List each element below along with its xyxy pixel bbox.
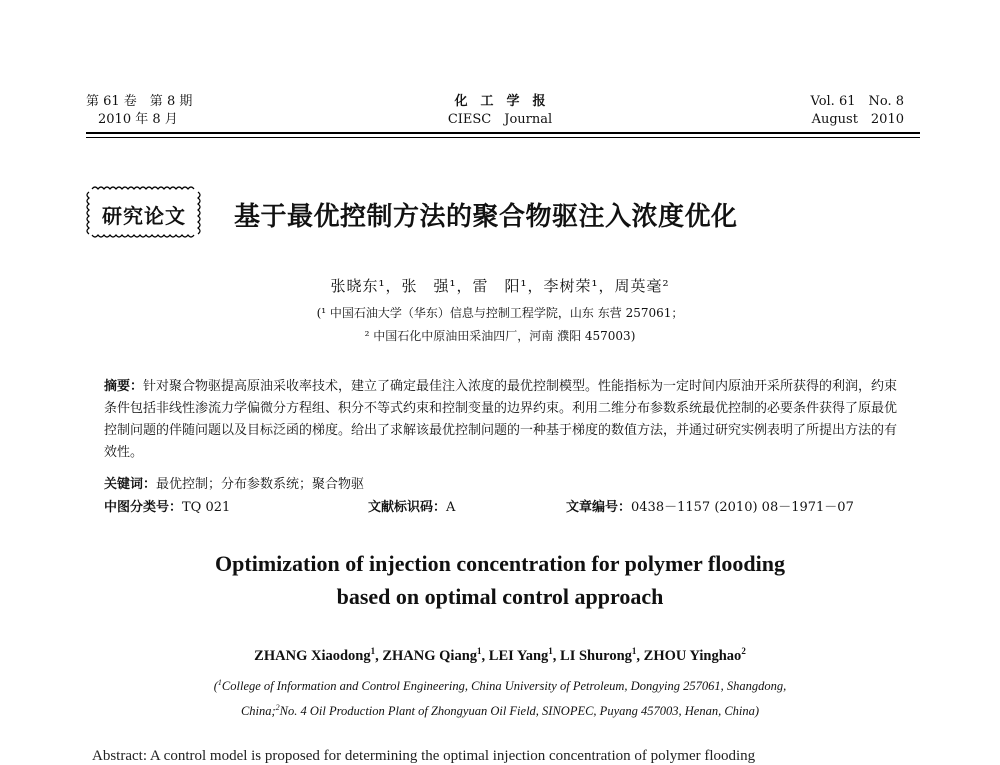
abstract-en-partial: Abstract: A control model is proposed for determining the optimal injection concentration of polymer flooding [92,748,756,764]
keywords-label: 关键词： [104,477,157,492]
authors-en: ZHANG Xiaodong$^1$, ZHANG Qiang$^1$, LEI Yang$^1$, LI Shurong$^1$, ZHOU Yinghao$^2$ [254,646,746,664]
author-en: ZHANG Xiaodong [254,647,371,664]
publication-date-cn: 2010 年 8 月 [98,112,178,127]
article-number-value: 0438－1157 (2010) 08－1971－07 [631,500,854,515]
affiliation-cn-1: (¹ 中国石油大学（华东）信息与控制工程学院，山东 东营 257061； [316,306,684,320]
publication-date-en: August 2010 [811,112,904,127]
author-en: ZHOU Yinghao [643,647,742,664]
aff-en-cont: China; [240,704,276,719]
doc-code-value: A [446,500,456,515]
affiliation-en-2 [0,703,1000,719]
volume-issue-en: Vol. 61 No. 8 [810,94,904,109]
title-cn: 基于最优控制方法的聚合物驱注入浓度优化 [234,202,738,232]
title-en-line1: Optimization of injection concentration for polymer flooding [215,551,785,576]
affiliation-cn-2: ² 中国石化中原油田采油四厂，河南 濮阳 457003) [364,329,636,343]
clc-value: TQ 021 [182,500,231,515]
author-en: LI Shurong [560,647,632,664]
author-aff-mark: 1 [370,646,376,656]
badge-label: 研究论文 [102,204,186,228]
journal-name-cn: 化 工 学 报 [454,94,546,109]
research-article-badge [84,183,204,241]
volume-issue: 第 61 卷 第 8 期 [86,94,193,109]
author-aff-mark: 1 [631,646,637,656]
aff-en-text: No. 4 Oil Production Plant of Zhongyuan Oil Field, SINOPEC, Puyang 457003, Henan, China) [279,704,760,719]
keywords-text: 最优控制；分布参数系统；聚合物驱 [156,477,365,492]
clc-label: 中图分类号： [104,500,183,515]
header-rule-thick [86,132,920,134]
article-number [566,496,854,515]
aff-en-text: College of Information and Control Engineering, China University of Petroleum, Dongying 257061, Shangdong, [221,679,787,694]
affiliation-en-1: ($^1$College of Information and Control Engineering, China University of Petroleum, Dongying 257061, Shangdong, [213,678,787,694]
author-en: ZHANG Qiang [382,647,478,664]
aff-en-mark: 1 [217,678,222,687]
abstract-cn [104,376,904,464]
abstract-label: 摘要： [104,379,144,394]
title-en-line2: based on optimal control approach [336,584,664,609]
clc-number [104,496,230,515]
journal-name-en: CIESC Journal [447,112,553,127]
authors-cn: 张晓东¹，张 强¹，雷 阳¹，李树荣¹，周英毫² [330,277,670,295]
author-en: LEI Yang [488,647,549,664]
aff-en-mark: 2 [275,703,280,712]
abstract-text: 针对聚合物驱提高原油采收率技术，建立了确定最佳注入浓度的最优控制模型。性能指标为一定时间内原油开采所获得的利润，约束条件包括非线性渗流力学偏微分方程组、积分不等式约束和控制变量的边界约束。利用二维分布参数系统最优控制的必要条件获得了原最优控制问题的伴随问题以及目标泛函的梯度。给出了求解该最优控制问题的一种基于梯度的数值方法，并通过研究实例表明了所提出方法的有效性。 [104,379,898,460]
author-aff-mark: 2 [741,646,746,656]
author-aff-mark: 1 [477,646,482,656]
article-number-label: 文章编号： [566,500,632,515]
doc-code-label: 文献标识码： [368,500,447,515]
journal-volume-en [811,93,905,129]
header-rule-thin [86,137,920,138]
title-en [0,547,1000,613]
document-code [368,496,455,515]
keywords-cn [104,473,364,492]
author-aff-mark: 1 [548,646,553,656]
